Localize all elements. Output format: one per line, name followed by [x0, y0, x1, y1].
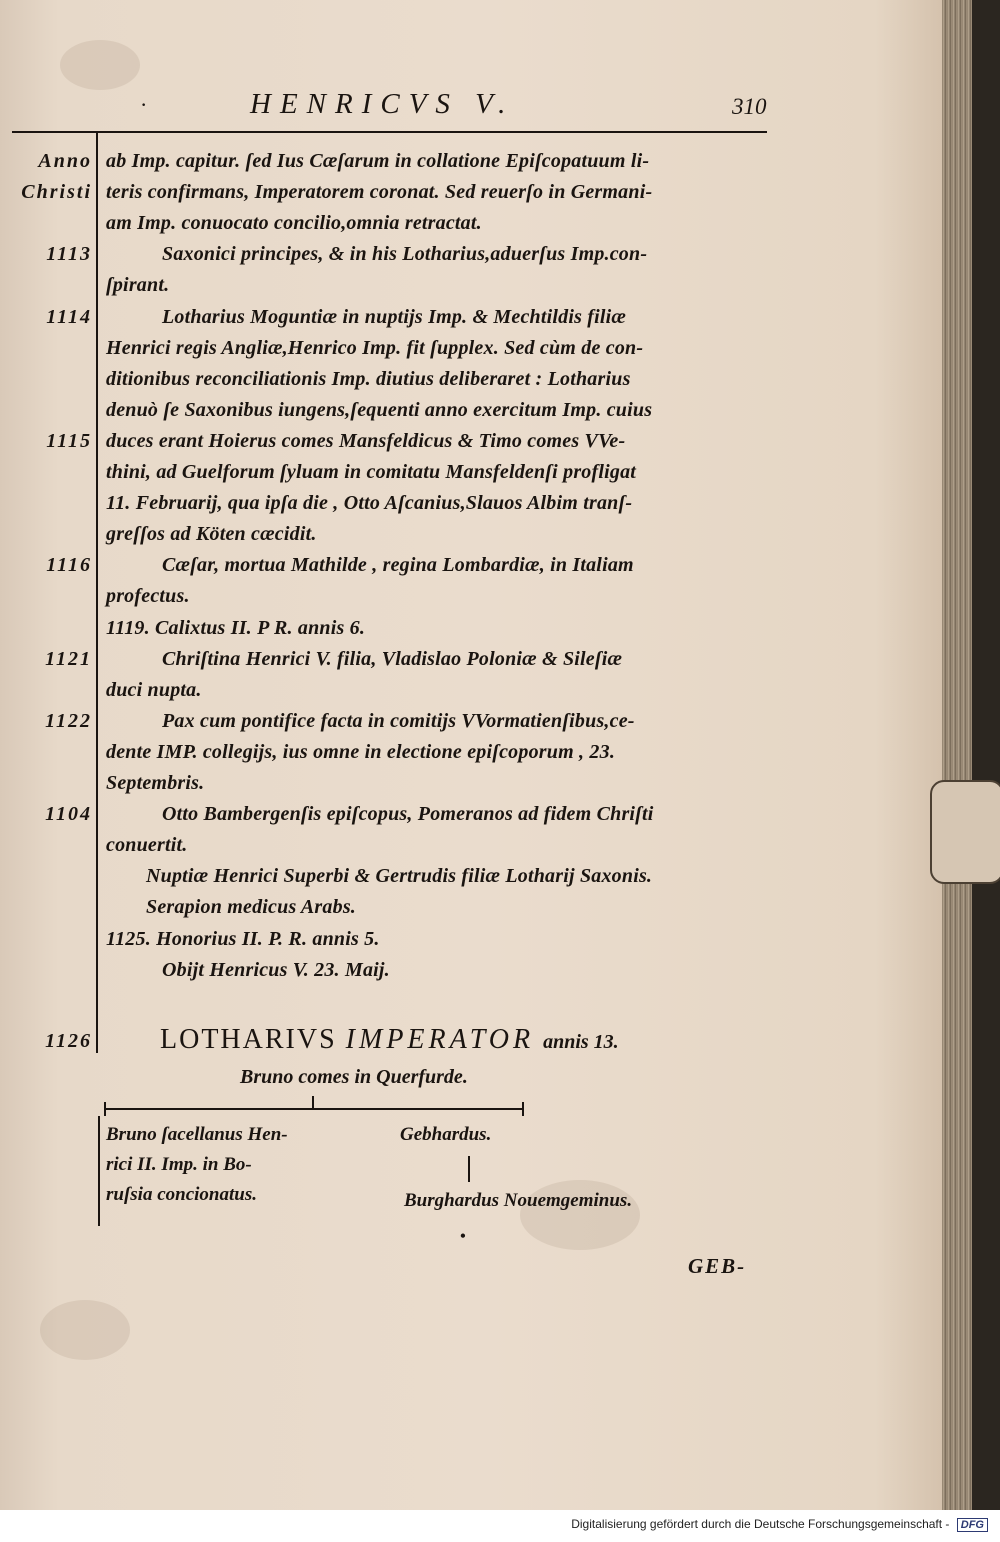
body-line: Pax cum pontifice facta in comitijs VVormatienſibus,ce-: [162, 710, 635, 732]
page-tab: [930, 780, 1000, 884]
margin-year: 1113: [46, 243, 92, 265]
catchword: GEB-: [688, 1254, 747, 1278]
section-heading: [160, 1024, 619, 1056]
body-line: am Imp. conuocato concilio,omnia retractat.: [106, 212, 482, 234]
margin-year: 1121: [45, 648, 92, 670]
body-line: ab Imp. capitur. ſed Ius Cæſarum in collatione Epiſcopatuum li-: [106, 150, 650, 172]
margin-year: 1104: [45, 803, 92, 825]
body-line: ditionibus reconciliationis Imp. diutius deliberaret : Lotharius: [106, 368, 631, 390]
margin-heading-christi: Christi: [21, 181, 92, 203]
bracket-right-tick: [522, 1102, 524, 1116]
margin-year: 1114: [46, 306, 92, 328]
body-line: Chriſtina Henrici V. filia, Vladislao Poloniæ & Sileſiæ: [162, 648, 623, 670]
header-rule: [12, 131, 767, 133]
body-line: Nuptiæ Henrici Superbi & Gertrudis filiæ Lotharij Saxonis.: [146, 865, 653, 887]
footer-band: [0, 1510, 1000, 1542]
section-name: LOTHARIVS: [160, 1024, 337, 1055]
footer-credit-text: Digitalisierung gefördert durch die Deutsche Forschungsgemeinschaft -: [571, 1517, 950, 1531]
body-line: Obijt Henricus V. 23. Maij.: [162, 959, 390, 981]
body-line: Cæſar, mortua Mathilde , regina Lombardiæ, in Italiam: [162, 554, 634, 576]
body-line: conuertit.: [106, 834, 188, 856]
margin-year: 1115: [46, 430, 92, 452]
body-line: dente IMP. collegijs, ius omne in electione epiſcoporum , 23.: [106, 741, 616, 763]
section-title: IMPERATOR: [345, 1024, 535, 1055]
margin-year: 1122: [45, 710, 92, 732]
margin-year: 1116: [46, 554, 92, 576]
page-number: 310: [732, 94, 767, 119]
running-title: HENRICVS V.: [250, 88, 515, 120]
ornament-mark: •: [460, 1228, 466, 1245]
footer-credit: [571, 1517, 988, 1532]
page-edge-stack: [942, 0, 972, 1510]
body-line: Serapion medicus Arabs.: [146, 896, 357, 918]
body-line: Otto Bambergenſis epiſcopus, Pomeranos ad fidem Chriſti: [162, 803, 654, 825]
genealogy-left-line: ruſsia concionatus.: [106, 1184, 257, 1205]
body-line: Septembris.: [106, 772, 205, 794]
body-line: 1125. Honorius II. P. R. annis 5.: [106, 928, 380, 950]
body-line: profectus.: [106, 585, 190, 607]
body-line: denuò ſe Saxonibus iungens,ſequenti anno exercitum Imp. cuius: [106, 399, 653, 421]
body-line: Henrici regis Angliæ,Henrico Imp. fit ſupplex. Sed cùm de con-: [106, 337, 644, 359]
body-line: 1119. Calixtus II. P R. annis 6.: [106, 617, 366, 639]
body-line: 11. Februarij, qua ipſa die , Otto Aſcanius,Slauos Albim tranſ-: [106, 492, 633, 514]
genealogy-left-line: rici II. Imp. in Bo-: [106, 1154, 252, 1175]
body-line: Saxonici principes, & in his Lotharius,aduerſus Imp.con-: [162, 243, 648, 265]
genealogy-left-line: Bruno ſacellanus Hen-: [106, 1124, 288, 1145]
bracket-left-tick: [104, 1102, 106, 1116]
dfg-logo: DFG: [957, 1518, 988, 1532]
genealogy-right-bottom: Burghardus Nouemgeminus.: [404, 1190, 633, 1211]
body-line: duces erant Hoierus comes Mansfeldicus & Timo comes VVe-: [106, 430, 626, 452]
margin-rule: [96, 133, 98, 1053]
section-reign: annis 13.: [543, 1031, 619, 1053]
body-line: thini, ad Guelforum ſyluam in comitatu Mansfeldenſi profligat: [106, 461, 637, 483]
body-line: Lotharius Moguntiæ in nuptijs Imp. & Mechtildis filiæ: [162, 306, 627, 328]
section-year: 1126: [45, 1030, 92, 1052]
descent-line: [468, 1156, 470, 1182]
margin-heading-anno: Anno: [38, 150, 92, 172]
body-line: greſſos ad Köten cæcidit.: [106, 523, 317, 545]
genealogy-left-rule: [98, 1116, 100, 1226]
bracket-center-tick: [312, 1096, 314, 1108]
header-ornament: ·: [140, 92, 148, 117]
body-line: duci nupta.: [106, 679, 202, 701]
section-subtitle: Bruno comes in Querfurde.: [240, 1066, 468, 1088]
body-line: teris confirmans, Imperatorem coronat. Sed reuerſo in Germani-: [106, 181, 653, 203]
genealogy-right-top: Gebhardus.: [400, 1124, 492, 1145]
genealogy-bracket: [104, 1108, 524, 1110]
body-line: ſpirant.: [106, 274, 170, 296]
